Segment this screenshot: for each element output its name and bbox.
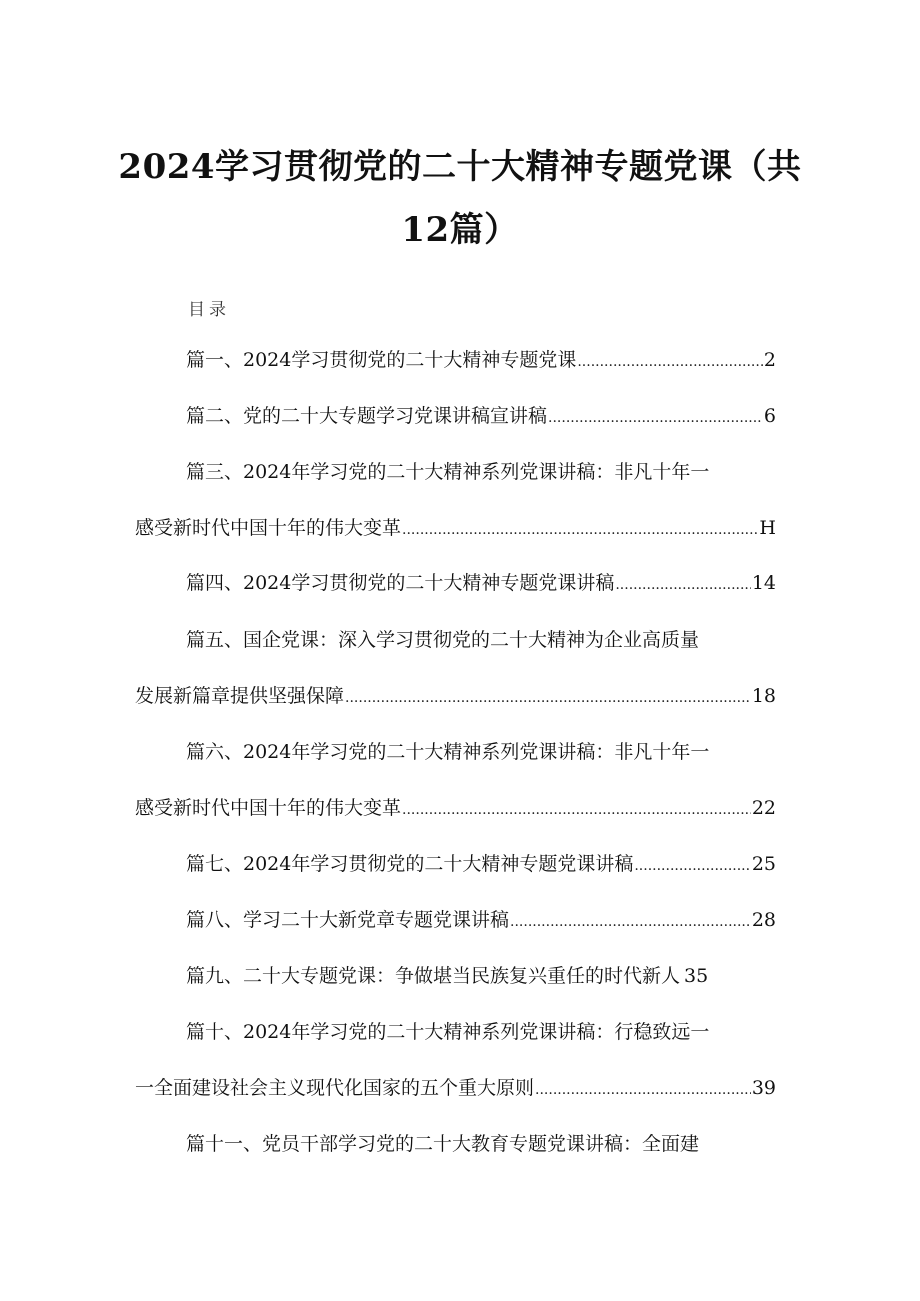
toc-entry-page: 35 — [684, 965, 709, 987]
toc-leader-dots — [615, 573, 750, 597]
toc-entry-page: 22 — [751, 797, 776, 819]
toc-entry[interactable] — [186, 404, 776, 428]
toc-entry-page: 25 — [751, 853, 776, 875]
toc-leader-dots — [577, 350, 763, 374]
toc-entry-text: 感受新时代中国十年的伟大变革 — [135, 517, 402, 539]
toc-leader-dots — [634, 854, 750, 878]
toc-entry-text: 篇六、2024年学习党的二十大精神系列党课讲稿：非凡十年一 — [186, 741, 710, 763]
toc-entry-page: 39 — [751, 1077, 776, 1099]
toc-leader-dots — [510, 910, 751, 934]
toc-entry-text: 篇十、2024年学习党的二十大精神系列党课讲稿：行稳致远一 — [186, 1021, 710, 1043]
toc-entry-continuation[interactable] — [135, 796, 776, 820]
document-title-line-1: 2024学习贯彻党的二十大精神专题党课（共 — [118, 147, 802, 187]
toc-entry[interactable] — [186, 460, 709, 484]
toc-entry[interactable] — [186, 348, 776, 372]
toc-entry-text: 篇九、二十大专题党课：争做堪当民族复兴重任的时代新人 — [186, 965, 681, 987]
toc-leader-dots — [345, 686, 751, 710]
toc-entry-text: 发展新篇章提供坚强保障 — [135, 685, 345, 707]
document-title-line-2: 12篇） — [401, 210, 519, 250]
toc-entry[interactable] — [186, 740, 709, 764]
toc-entry-text: 篇二、党的二十大专题学习党课讲稿宣讲稿 — [186, 405, 548, 427]
toc-entry-continuation[interactable] — [135, 684, 776, 708]
toc-entry[interactable] — [186, 908, 776, 932]
toc-entry[interactable] — [186, 964, 708, 988]
toc-entry-text: 一全面建设社会主义现代化国家的五个重大原则 — [135, 1077, 535, 1099]
toc-entry-text: 篇三、2024年学习党的二十大精神系列党课讲稿：非凡十年一 — [186, 461, 710, 483]
toc-entry[interactable] — [186, 571, 776, 595]
toc-entry[interactable] — [186, 1020, 709, 1044]
toc-entry[interactable] — [186, 852, 776, 876]
toc-leader-dots — [402, 798, 751, 822]
toc-entry-page: 6 — [763, 405, 776, 427]
toc-entry-page: 18 — [751, 685, 776, 707]
toc-entry-text: 篇七、2024年学习贯彻党的二十大精神专题党课讲稿 — [186, 853, 634, 875]
toc-leader-dots — [548, 406, 763, 430]
toc-entry-text: 篇十一、党员干部学习党的二十大教育专题党课讲稿：全面建 — [186, 1133, 700, 1155]
toc-entry-page: 28 — [751, 909, 776, 931]
toc-leader-dots — [402, 518, 758, 542]
toc-entry-continuation[interactable] — [135, 1076, 776, 1100]
toc-heading: 目录 — [188, 300, 230, 320]
toc-entry-text: 篇五、国企党课：深入学习贯彻党的二十大精神为企业高质量 — [186, 629, 700, 651]
toc-entry-page: 14 — [751, 572, 776, 594]
toc-leader-dots — [535, 1078, 751, 1102]
toc-entry-text: 感受新时代中国十年的伟大变革 — [135, 797, 402, 819]
toc-entry-text: 篇一、2024学习贯彻党的二十大精神专题党课 — [186, 349, 577, 371]
toc-entry[interactable] — [186, 1132, 699, 1156]
toc-entry-text: 篇四、2024学习贯彻党的二十大精神专题党课讲稿 — [186, 572, 615, 594]
toc-entry-text: 篇八、学习二十大新党章专题党课讲稿 — [186, 909, 510, 931]
toc-entry-continuation[interactable] — [135, 516, 776, 540]
toc-entry[interactable] — [186, 628, 699, 652]
toc-entry-page: H — [759, 517, 776, 539]
toc-entry-page: 2 — [763, 349, 776, 371]
